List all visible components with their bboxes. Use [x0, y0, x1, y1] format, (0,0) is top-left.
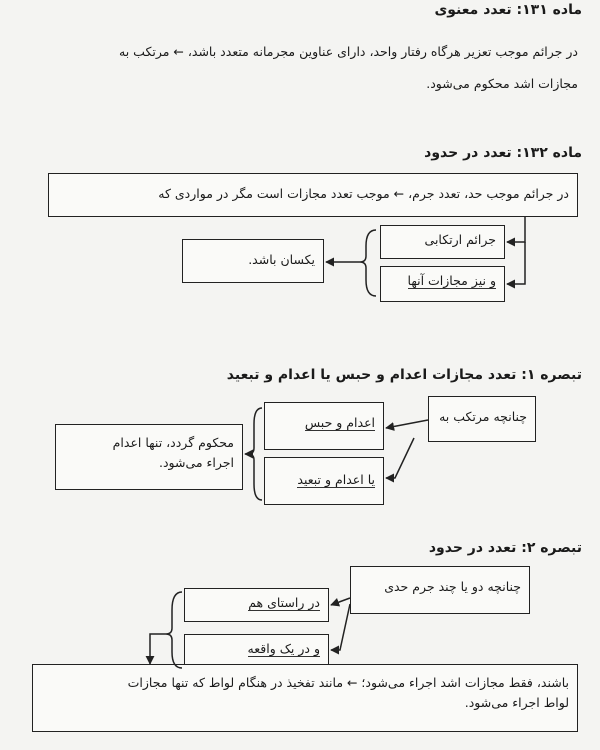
- article-132-option-1-text: جرائم ارتکابی: [424, 232, 496, 247]
- article-132-heading: ماده ۱۳۲: تعدد در حدود: [424, 145, 582, 161]
- article-132-top-box-text: در جرائم موجب حد، تعدد جرم، ← موجب تعدد مجازات است مگر در مواردی که: [158, 186, 569, 201]
- article-132-result-box: [182, 239, 324, 283]
- article-131-line-1: در جرائم موجب تعزیر هرگاه رفتار واحد، دارای عناوین مجرمانه متعدد باشد، ← مرتکب به: [119, 44, 578, 59]
- article-132-top-box: [48, 173, 578, 217]
- note-2-option-1-text: در راستای هم: [248, 595, 320, 610]
- note-2-condition-box: [350, 566, 530, 614]
- note-1-option-1-text: اعدام و حبس: [304, 415, 375, 430]
- note-1-option-2-text: یا اعدام و تبعید: [297, 472, 375, 487]
- note-1-heading: تبصره ۱: تعدد مجازات اعدام و حبس یا اعدام و تبعید: [226, 367, 582, 383]
- note-1-condition-text: چنانچه مرتکب به: [439, 409, 527, 424]
- article-131-heading: ماده ۱۳۱: تعدد معنوی: [434, 2, 582, 18]
- note-1-result-line-1: محکوم گردد، تنها اعدام: [112, 435, 234, 450]
- article-132-option-2: [380, 266, 505, 302]
- article-131-line-2: مجازات اشد محکوم می‌شود.: [426, 76, 578, 91]
- note-1-option-2: [264, 457, 384, 505]
- note-1-condition-box: [428, 396, 536, 442]
- note-2-option-1: [184, 588, 329, 622]
- article-132-result-text: یکسان باشد.: [248, 252, 315, 267]
- note-2-bottom-line-1: باشند، فقط مجازات اشد اجراء می‌شود؛ ← مانند تفخیذ در هنگام لواط که تنها مجازات: [127, 675, 569, 690]
- note-2-option-2-text: و در یک واقعه: [247, 641, 320, 656]
- article-132-option-1: [380, 225, 505, 259]
- note-1-option-1: [264, 402, 384, 450]
- note-1-result-line-2: اجراء می‌شود.: [158, 455, 234, 470]
- article-132-option-2-text: و نیز مجازات آنها: [407, 273, 496, 288]
- note-1-result-box: [55, 424, 243, 490]
- note-2-heading: تبصره ۲: تعدد در حدود: [428, 540, 582, 556]
- note-2-bottom-box: [32, 664, 578, 732]
- note-2-condition-text: چنانچه دو یا چند جرم حدی: [384, 579, 521, 594]
- note-2-bottom-line-2: لواط اجراء می‌شود.: [464, 695, 569, 710]
